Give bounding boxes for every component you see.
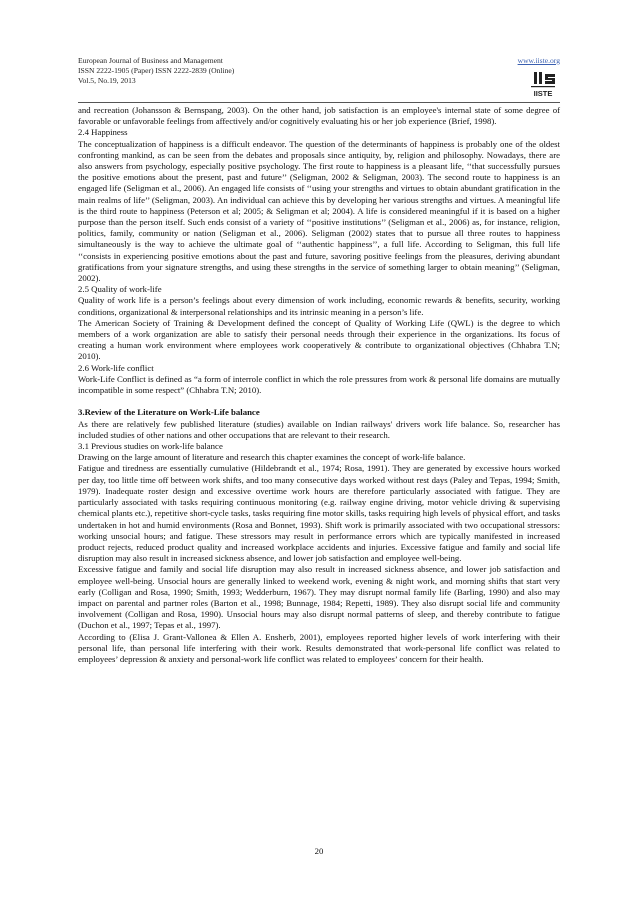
paragraph: Work-Life Conflict is defined as “a form of interrole conflict in which the role pressures from work & personal life domains are mutually incompatible in some respect” (Chhabra T.N; 2010). (78, 373, 560, 396)
header-rule (78, 102, 560, 103)
journal-volume: Vol.5, No.19, 2013 (78, 76, 136, 86)
paragraph: The conceptualization of happiness is a difficult endeavor. The question of the determinants of happiness is probably one of the oldest confronting mankind, as can be seen from the debates and proposals since antiquity, by, religion and philosophy. Nowadays, there are also answers from psychology, especially positive psychology. The first route to happiness is a pleasant life, ‘‘that successfully pursues the positive emotions about the present, past and future’’ (Seligman, 2002 & Seligman, 2003). The second route to happiness is an engaged life (Seligman et al., 2006). An engaged life consists of ‘‘using your strengths and virtues to obtain abundant gratification in the main realms of life’’ (Seligman, 2003). An individual can achieve this by developing her various strengths and virtues. A meaningful life is the third route to happiness (Peterson et al; 2005; & Seligman et al; 2004). A life is considered meaningful if it is based on a higher purpose than the person itself. Such ends consist of a variety of ‘‘positive institutions’’ (Seligman et al., 2006) as, for instance, religion, politics, family, community or nation (Seligman et al., 2006). Seligman (2002) states that to pursue all three routes to happiness simultaneously is the way to achieve the ultimate goal of ‘‘authentic happiness’’, a full life. According to Seligman, this full life ‘‘consists in experiencing positive emotions about the past and future, savoring positive feelings from the pleasures, deriving abundant gratifications from your signature strengths, and using these strengths in the service of something larger to obtain meaning’’ (Seligman, 2002). (78, 138, 560, 284)
journal-issn: ISSN 2222-1905 (Paper) ISSN 2222-2839 (Online) (78, 66, 235, 76)
section-heading: 2.5 Quality of work-life (78, 284, 162, 295)
section-heading: 3.1 Previous studies on work-life balance (78, 441, 223, 452)
iiste-logo-text: IISTE (533, 89, 553, 98)
paragraph: The American Society of Training & Development defined the concept of Quality of Working Life (QWL) is the degree to which members of a work organization are able to satisfy their personal needs through their experience in the organizations. Its focus of creating a human work environment where employees work cooperatively & contribute to organizational objectives (Chhabra T.N; 2010). (78, 317, 560, 362)
paragraph: As there are relatively few published literature (studies) available on Indian railways' drivers work life balance. So, researcher has included studies of other nations and other occupations that are relevant to their research. (78, 418, 560, 440)
section-heading: 2.4 Happiness (78, 127, 128, 138)
paragraph: Fatigue and tiredness are essentially cumulative (Hildebrandt et al., 1974; Rosa, 1991). They are generated by excessive hours worked per day, too little time off between work shifts, and too many consecutive days worked without rest days (Paley and Tepas, 1994; Smith, 1979). Inadequate roster design and excessive overtime work hours are therefore particularly associated with fatigue. They are particularly associated with tasks requiring continuous monitoring (e.g. railway engine driving, motor vehicle driving & supervising chemical plants etc.), repetitive short-cycle tasks, tasks requiring fine motor skills, tasks requiring high levels of physical effort, and tasks undertaken in hot and humid environments (Rosa and Bonnet, 1993). Shift work is primarily associated with two occupational stressors: working unsocial hours; and fatigue. These stressors may result in performance errors which are typically manifested in increased product rejects, reduced product quality and increased workplace accidents and injuries. Excessive fatigue and family and social life disruption may also result in increased sickness absence, and lower job satisfaction and employee well-being. (78, 463, 560, 564)
paragraph: Quality of work life is a person’s feelings about every dimension of work including, economic rewards & benefits, security, working conditions, organizational & interpersonal relationships and its intrinsic meaning in a person’s life. (78, 295, 560, 317)
paragraph: Drawing on the large amount of literature and research this chapter examines the concept of work-life balance. (78, 452, 466, 463)
journal-url-link[interactable]: www.iiste.org (517, 56, 560, 65)
paragraph: Excessive fatigue and family and social life disruption may also result in increased sickness absence, and lower job satisfaction and employee well-being. Unsocial hours are generally linked to weekend work, evening & night work, and morning shifts that start very early (Colligan and Rosa, 1990; Smith, 1993; Wedderburn, 1967). They may disrupt normal family life (Barling, 1990) and also may impact on parental and partner roles (Barton et al., 1998; Bunnage, 1984; Repetti, 1989). They also disrupt social life and community involvement (Colligan and Rosa, 1990). Unsocial hours may also disrupt normal patterns of sleep, and thereby contribute to fatigue (Duchon et al., 1997; Tepas et al., 1997). (78, 564, 560, 631)
section-heading: 3.Review of the Literature on Work-Life balance (78, 407, 260, 418)
journal-header (78, 56, 560, 102)
page-number: 20 (314, 846, 324, 856)
paragraph: According to (Elisa J. Grant-Vallonea & Ellen A. Ensherb, 2001), employees reported higher levels of work interfering with their personal life, than personal life interfering with their work. Results demonstrated that work-personal life conflict was related to employees’ depression & anxiety and personal-work life conflict was related to employees’ concern for their health. (78, 631, 560, 664)
body-text (78, 105, 560, 665)
journal-title: European Journal of Business and Management (78, 56, 223, 65)
iiste-logo (528, 70, 558, 100)
paragraph: and recreation (Johansson & Bernspang, 2003). On the other hand, job satisfaction is an employee's internal state of some degree of favorable or unfavorable feelings from affectively and/or cognitively evaluating his or her job experience (Brief, 1998). (78, 105, 560, 127)
paragraph-spacer (78, 396, 560, 407)
section-heading: 2.6 Work-life conflict (78, 362, 154, 373)
